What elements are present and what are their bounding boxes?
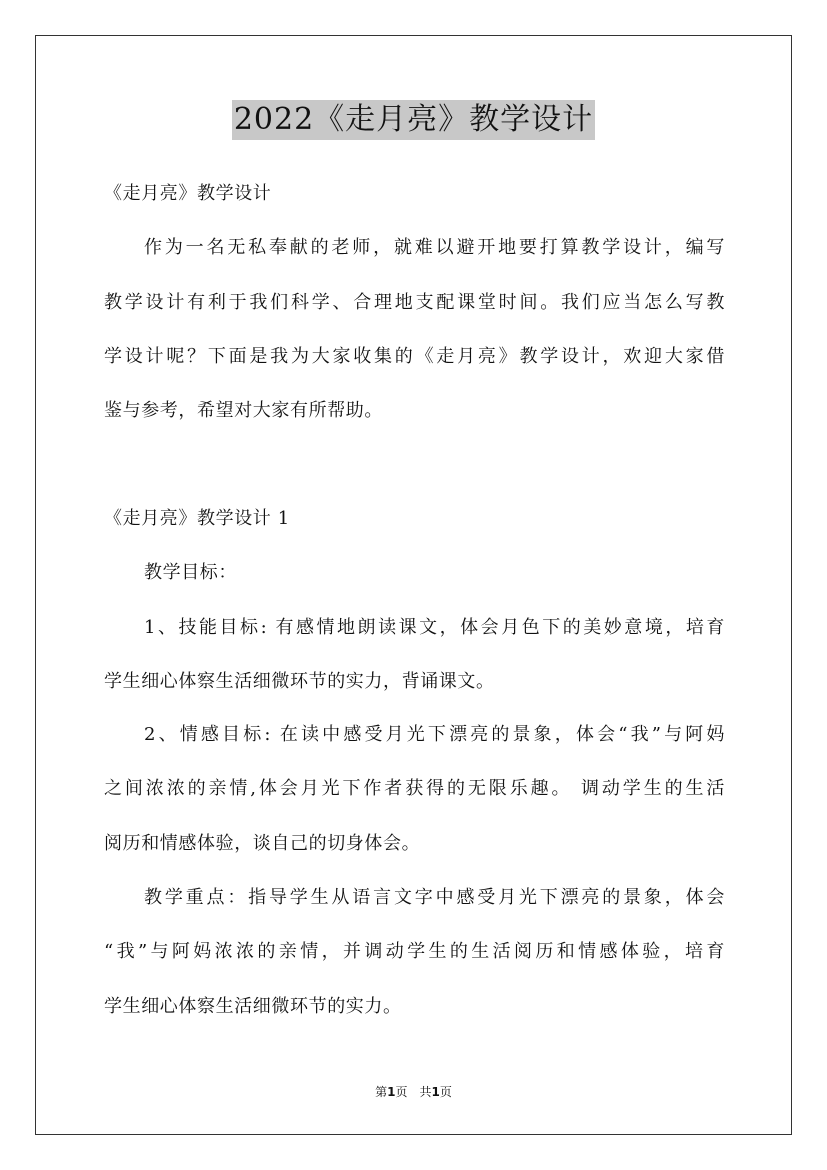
intro-line-2: 教学设计有利于我们科学、合理地支配课堂时间。我们应当怎么写教 — [104, 292, 725, 313]
objective2-line-3: 阅历和情感体验，谈自己的切身体会。 — [104, 833, 421, 854]
section-heading: 《走月亮》教学设计 1 — [104, 508, 290, 529]
footer-page-number: 1 — [387, 1085, 396, 1099]
objective1-line-1: 1、技能目标: 有感情地朗读课文，体会月色下的美妙意境，培育 — [144, 617, 725, 638]
document-subtitle: 《走月亮》教学设计 — [104, 183, 272, 204]
objective2-line-1: 2、情感目标: 在读中感受月光下漂亮的景象，体会“我”与阿妈 — [144, 724, 725, 745]
keypoint-line-2: “我”与阿妈浓浓的亲情，并调动学生的生活阅历和情感体验，培育 — [104, 941, 725, 962]
document-title — [0, 100, 827, 140]
keypoint-line-3: 学生细心体察生活细微环节的实力。 — [104, 996, 402, 1017]
footer-suffix: 页 — [439, 1085, 452, 1099]
footer-total-pages: 1 — [431, 1085, 440, 1099]
footer-mid: 页 共 — [395, 1085, 432, 1099]
intro-line-4: 鉴与参考，希望对大家有所帮助。 — [104, 400, 383, 421]
page-footer — [0, 1083, 827, 1100]
footer-prefix: 第 — [375, 1085, 388, 1099]
objective2-line-2: 之间浓浓的亲情,体会月光下作者获得的无限乐趣。 调动学生的生活 — [104, 778, 725, 799]
objective1-line-2: 学生细心体察生活细微环节的实力，背诵课文。 — [104, 671, 495, 692]
intro-line-3: 学设计呢？下面是我为大家收集的《走月亮》教学设计，欢迎大家借 — [104, 346, 725, 367]
document-title-text: 2022《走月亮》教学设计 — [232, 100, 595, 140]
intro-line-1: 作为一名无私奉献的老师，就难以避开地要打算教学设计，编写 — [144, 237, 725, 258]
objectives-label: 教学目标： — [144, 562, 237, 583]
keypoint-line-1: 教学重点：指导学生从语言文字中感受月光下漂亮的景象，体会 — [144, 887, 725, 908]
